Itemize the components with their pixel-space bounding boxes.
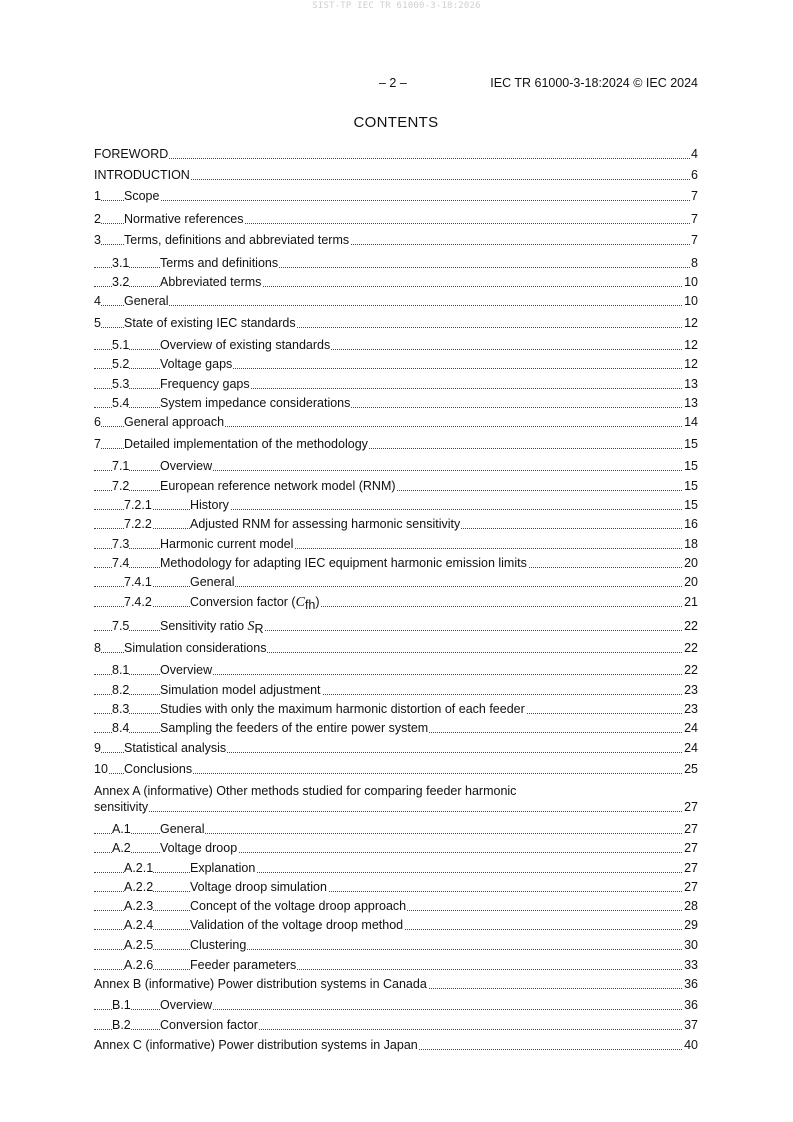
toc-entry-page: 27 — [684, 861, 698, 875]
toc-entry-number: A.2.3 — [124, 899, 154, 913]
toc-entry-page: 14 — [684, 415, 698, 429]
toc-entry-page: 30 — [684, 938, 698, 952]
toc-entry-title: Clustering — [190, 938, 247, 952]
toc-entry-5-4[interactable] — [94, 395, 698, 411]
toc-entry-7-5[interactable] — [94, 618, 698, 634]
toc-entry-page: 12 — [684, 357, 698, 371]
toc-entry-title: State of existing IEC standards — [124, 316, 296, 330]
toc-entry-page: 22 — [684, 663, 698, 677]
toc-entry-title: Feeder parameters — [190, 958, 297, 972]
toc-entry-title: Normative references — [124, 212, 244, 226]
toc-entry-title: System impedance considerations — [160, 396, 351, 410]
toc-entry-7-2[interactable] — [94, 478, 698, 494]
toc-entry-number: 8 — [94, 641, 101, 655]
toc-entry-title: Voltage droop — [160, 841, 238, 855]
toc-entry-number: 9 — [94, 741, 101, 755]
toc-entry-title: Terms and definitions — [160, 256, 279, 270]
toc-entry-3-2[interactable] — [94, 274, 698, 290]
toc-entry-number: 7.2.2 — [124, 517, 152, 531]
toc-entry-page: 22 — [684, 641, 698, 655]
toc-entry-title-line2: sensitivity — [94, 800, 149, 814]
toc-entry-title: Abbreviated terms — [160, 275, 262, 289]
toc-entry-introduction[interactable] — [94, 167, 698, 183]
symbol-s: S — [247, 619, 255, 634]
toc-entry-title: General — [190, 575, 235, 589]
toc-entry-8-1[interactable] — [94, 662, 698, 678]
toc-entry-page: 15 — [684, 437, 698, 451]
toc-entry-page: 24 — [684, 721, 698, 735]
toc-entry-title: Overview of existing standards — [160, 338, 331, 352]
page-header — [94, 76, 698, 92]
toc-entry-number: 10 — [94, 762, 108, 776]
toc-entry-title: Statistical analysis — [124, 741, 227, 755]
toc-entry-page: 29 — [684, 918, 698, 932]
toc-entry-page: 12 — [684, 316, 698, 330]
toc-entry-a-1[interactable] — [94, 821, 698, 837]
toc-entry-page: 23 — [684, 702, 698, 716]
document-id: IEC TR 61000-3-18:2024 © IEC 2024 — [490, 76, 698, 90]
toc-entry-number: 8.1 — [112, 663, 130, 677]
toc-entry-number: A.1 — [112, 822, 131, 836]
toc-entry-page: 20 — [684, 575, 698, 589]
toc-entry-number: A.2.1 — [124, 861, 154, 875]
toc-entry-page: 20 — [684, 556, 698, 570]
toc-entry-page: 24 — [684, 741, 698, 755]
toc-entry-number: B.2 — [112, 1018, 131, 1032]
toc-entry-page: 8 — [691, 256, 698, 270]
toc-entry-number: 8.2 — [112, 683, 130, 697]
toc-entry-title: INTRODUCTION — [94, 168, 190, 182]
toc-entry-7-2-2[interactable] — [94, 516, 698, 532]
toc-entry-title: Voltage gaps — [160, 357, 233, 371]
toc-entry-a-2-3[interactable] — [94, 898, 698, 914]
toc-entry-page: 7 — [691, 233, 698, 247]
toc-entry-9[interactable] — [94, 740, 698, 756]
toc-entry-page: 27 — [684, 880, 698, 894]
toc-entry-number: 3.2 — [112, 275, 130, 289]
toc-entry-number: 1 — [94, 189, 101, 203]
toc-entry-title: Conclusions — [124, 762, 193, 776]
toc-entry-page: 13 — [684, 396, 698, 410]
toc-entry-page: 13 — [684, 377, 698, 391]
toc-entry-number: B.1 — [112, 998, 131, 1012]
toc-entry-a-2-5[interactable] — [94, 937, 698, 953]
toc-entry-8-4[interactable] — [94, 720, 698, 736]
subscript-r: R — [254, 622, 264, 636]
toc-entry-b-2[interactable] — [94, 1017, 698, 1033]
toc-entry-title: Studies with only the maximum harmonic distortion of each feeder — [160, 702, 525, 716]
toc-entry-number: 5.1 — [112, 338, 130, 352]
toc-entry-title: General approach — [124, 415, 225, 429]
toc-entry-a-2[interactable] — [94, 840, 698, 856]
toc-entry-number: 5.3 — [112, 377, 130, 391]
page-title: CONTENTS — [353, 114, 439, 131]
toc-entry-number: A.2.4 — [124, 918, 154, 932]
toc-entry-number: 4 — [94, 294, 101, 308]
toc-entry-page: 23 — [684, 683, 698, 697]
toc-entry-title-line1: Annex A (informative) Other methods studied for comparing feeder harmonic — [94, 784, 517, 798]
toc-entry-title: General — [160, 822, 205, 836]
toc-entry-title: Adjusted RNM for assessing harmonic sensitivity — [190, 517, 461, 531]
toc-entry-page: 27 — [684, 822, 698, 836]
toc-entry-annex-c[interactable] — [94, 1037, 698, 1053]
toc-entry-page: 25 — [684, 762, 698, 776]
toc-entry-number: A.2.2 — [124, 880, 154, 894]
toc-entry-number: 7.4 — [112, 556, 130, 570]
toc-entry-number: 2 — [94, 212, 101, 226]
toc-entry-page: 21 — [684, 595, 698, 609]
toc-entry-title: Explanation — [190, 861, 256, 875]
toc-entry-title: Simulation considerations — [124, 641, 267, 655]
toc-entry-7-4-2[interactable] — [94, 594, 698, 610]
toc-entry-title: Concept of the voltage droop approach — [190, 899, 407, 913]
toc-entry-a-2-2[interactable] — [94, 879, 698, 895]
toc-entry-number: A.2 — [112, 841, 131, 855]
toc-entry-a-2-4[interactable] — [94, 917, 698, 933]
toc-entry-title: Annex C (informative) Power distribution systems in Japan — [94, 1038, 418, 1052]
toc-entry-foreword[interactable] — [94, 146, 698, 162]
toc-entry-7-3[interactable] — [94, 536, 698, 552]
toc-entry-page: 15 — [684, 459, 698, 473]
toc-entry-title: Harmonic current model — [160, 537, 294, 551]
toc-entry-page: 18 — [684, 537, 698, 551]
toc-entry-title: Validation of the voltage droop method — [190, 918, 404, 932]
toc-entry-page: 37 — [684, 1018, 698, 1032]
toc-entry-title: Overview — [160, 459, 213, 473]
toc-entry-page: 36 — [684, 977, 698, 991]
toc-entry-title: FOREWORD — [94, 147, 169, 161]
toc-entry-number: 7.2 — [112, 479, 130, 493]
toc-entry-title: Terms, definitions and abbreviated terms — [124, 233, 350, 247]
toc-entry-7[interactable] — [94, 436, 698, 452]
toc-entry-annex-a[interactable] — [94, 783, 698, 819]
toc-entry-number: 7.1 — [112, 459, 130, 473]
toc-entry-title: Voltage droop simulation — [190, 880, 327, 894]
toc-entry-5-1[interactable] — [94, 337, 698, 353]
toc-entry-page: 12 — [684, 338, 698, 352]
toc-entry-title: General — [124, 294, 169, 308]
toc-entry-4[interactable] — [94, 293, 698, 309]
toc-entry-number: 7 — [94, 437, 101, 451]
toc-entry-page: 15 — [684, 498, 698, 512]
toc-entry-a-2-1[interactable] — [94, 860, 698, 876]
toc-entry-title: Sampling the feeders of the entire power system — [160, 721, 429, 735]
toc-entry-number: 7.4.2 — [124, 595, 152, 609]
toc-entry-number: A.2.5 — [124, 938, 154, 952]
toc-entry-title: Scope — [124, 189, 160, 203]
toc-entry-number: 5.4 — [112, 396, 130, 410]
toc-entry-page: 6 — [691, 168, 698, 182]
toc-entry-page: 40 — [684, 1038, 698, 1052]
toc-entry-a-2-6[interactable] — [94, 957, 698, 973]
toc-entry-number: 3 — [94, 233, 101, 247]
toc-entry-annex-a-line2 — [94, 799, 698, 815]
toc-entry-page: 10 — [684, 294, 698, 308]
toc-entry-number: 3.1 — [112, 256, 130, 270]
toc-entry-8-3[interactable] — [94, 701, 698, 717]
toc-entry-number: A.2.6 — [124, 958, 154, 972]
symbol-c: C — [295, 595, 305, 610]
toc-entry-7-1[interactable] — [94, 458, 698, 474]
toc-entry-page: 16 — [684, 517, 698, 531]
toc-entry-title: Sensitivity ratio SR — [160, 619, 264, 636]
toc-entry-2[interactable] — [94, 211, 698, 227]
toc-entry-5-2[interactable] — [94, 356, 698, 372]
toc-entry-number: 5.2 — [112, 357, 130, 371]
toc-entry-page: 10 — [684, 275, 698, 289]
toc-entry-title: Frequency gaps — [160, 377, 250, 391]
toc-entry-title: Detailed implementation of the methodology — [124, 437, 368, 451]
toc-entry-number: 8.3 — [112, 702, 130, 716]
toc-entry-title: Overview — [160, 998, 213, 1012]
toc-entry-3-1[interactable] — [94, 255, 698, 271]
toc-entry-7-2-1[interactable] — [94, 497, 698, 513]
toc-entry-5[interactable] — [94, 315, 698, 331]
toc-entry-6[interactable] — [94, 414, 698, 430]
toc-entry-7-4-1[interactable] — [94, 574, 698, 590]
toc-entry-number: 7.2.1 — [124, 498, 152, 512]
toc-entry-annex-b[interactable] — [94, 976, 698, 992]
toc-entry-title: Annex B (informative) Power distribution systems in Canada — [94, 977, 427, 991]
toc-entry-page: 22 — [684, 619, 698, 633]
toc-entry-number: 8.4 — [112, 721, 130, 735]
toc-entry-8-2[interactable] — [94, 682, 698, 698]
toc-entry-page: 7 — [691, 212, 698, 226]
toc-entry-b-1[interactable] — [94, 997, 698, 1013]
toc-entry-7-4[interactable] — [94, 555, 698, 571]
toc-entry-title: Conversion factor — [160, 1018, 258, 1032]
toc-entry-number: 7.3 — [112, 537, 130, 551]
toc-entry-page: 27 — [684, 841, 698, 855]
toc-entry-title: Overview — [160, 663, 213, 677]
toc-entry-page: 33 — [684, 958, 698, 972]
toc-entry-1[interactable] — [94, 188, 698, 204]
toc-entry-8[interactable] — [94, 640, 698, 656]
toc-entry-page: 28 — [684, 899, 698, 913]
toc-entry-page: 36 — [684, 998, 698, 1012]
subscript-fh: fh — [304, 598, 316, 612]
toc-entry-page: 7 — [691, 189, 698, 203]
toc-entry-title: Simulation model adjustment — [160, 683, 321, 697]
toc-entry-5-3[interactable] — [94, 376, 698, 392]
toc-entry-number: 7.5 — [112, 619, 130, 633]
toc-entry-page: 27 — [684, 800, 698, 814]
toc-entry-3[interactable] — [94, 232, 698, 248]
toc-entry-number: 5 — [94, 316, 101, 330]
toc-entry-page: 4 — [691, 147, 698, 161]
toc-entry-number: 6 — [94, 415, 101, 429]
toc-entry-title: History — [190, 498, 229, 512]
watermark: SIST-TP IEC TR 61000-3-18:2026 — [312, 1, 481, 11]
toc-entry-title: European reference network model (RNM) — [160, 479, 396, 493]
toc-entry-10[interactable] — [94, 761, 698, 777]
toc-entry-number: 7.4.1 — [124, 575, 152, 589]
toc-entry-page: 15 — [684, 479, 698, 493]
page-number: – 2 – — [379, 76, 407, 90]
toc-entry-title: Conversion factor (Cfh) — [190, 595, 320, 612]
toc-entry-title: Methodology for adapting IEC equipment harmonic emission limits — [160, 556, 527, 570]
